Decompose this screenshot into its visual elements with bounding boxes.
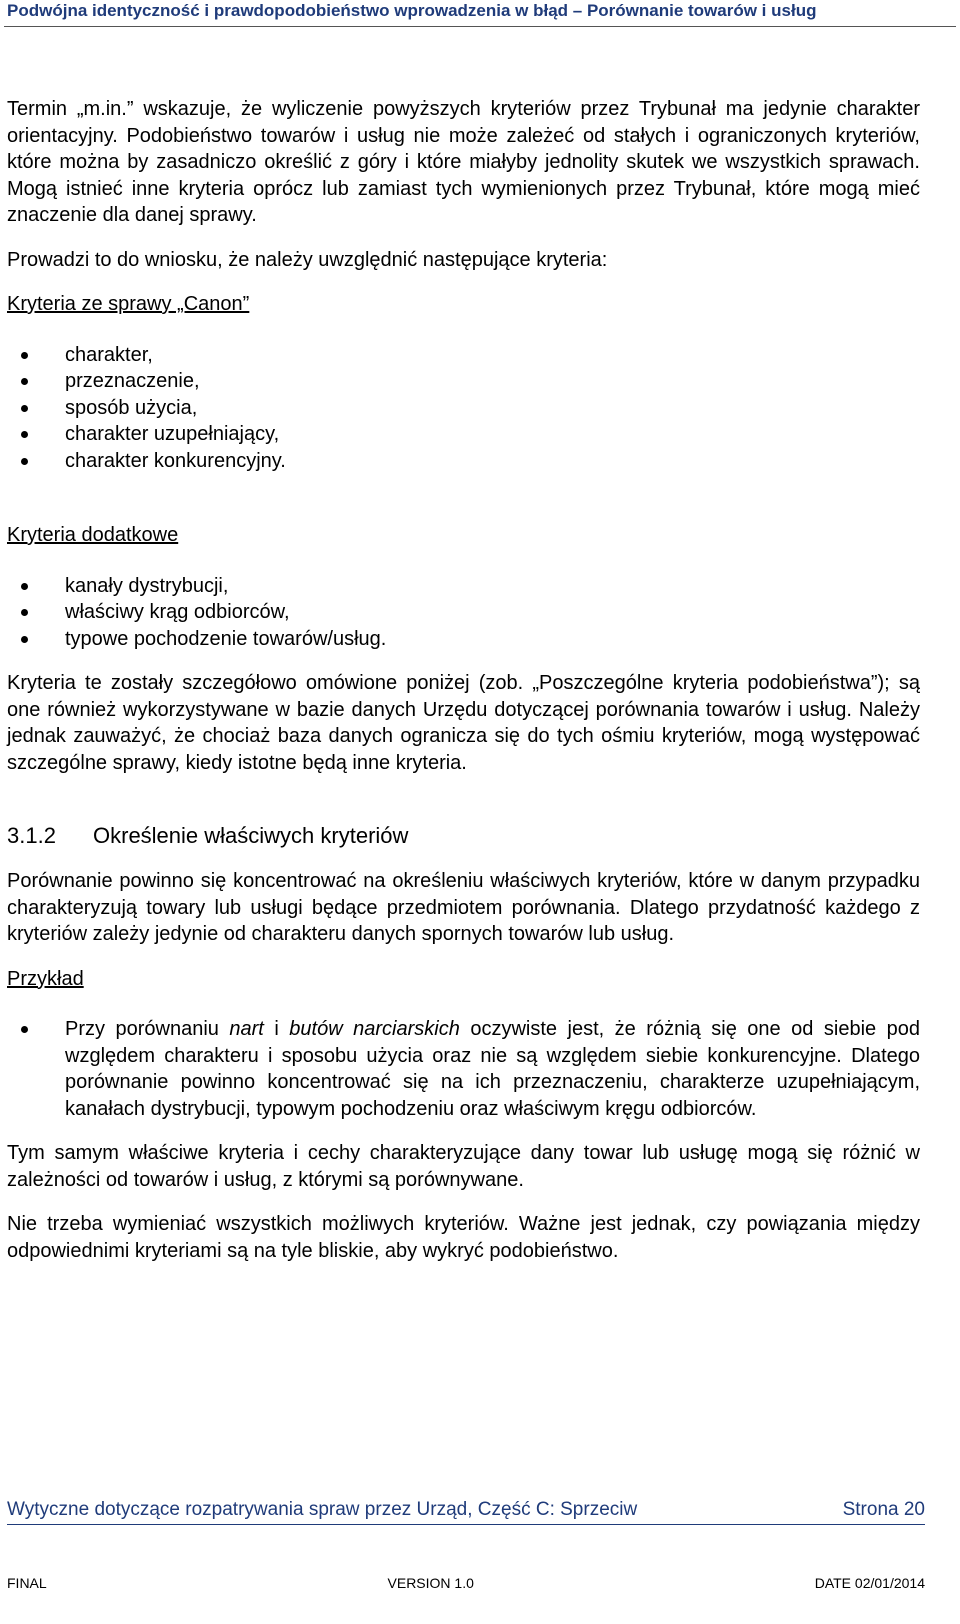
footer-document-title: Wytyczne dotyczące rozpatrywania spraw przez Urząd, Część C: Sprzeciw bbox=[7, 1499, 638, 1520]
list-item: sposób użycia, bbox=[7, 395, 920, 422]
additional-criteria-heading: Kryteria dodatkowe bbox=[7, 524, 179, 546]
list-item: charakter konkurencyjny. bbox=[7, 448, 920, 475]
header-divider bbox=[4, 26, 956, 27]
footer-version: VERSION 1.0 bbox=[387, 1575, 474, 1591]
paragraph-2: Prowadzi to do wniosku, że należy uwzględnić następujące kryteria: bbox=[7, 248, 608, 271]
example-text: Przy porównaniu bbox=[65, 1018, 230, 1040]
canon-criteria-heading: Kryteria ze sprawy „Canon” bbox=[7, 293, 250, 315]
example-list bbox=[7, 1016, 920, 1122]
paragraph-5: Tym samym właściwe kryteria i cechy charakteryzujące dany towar lub usługę mogą się różnić w zależności od towarów i usług, z którymi są porównywane. bbox=[7, 1142, 920, 1191]
example-text: i bbox=[263, 1018, 290, 1040]
section-number: 3.1.2 bbox=[7, 823, 56, 848]
list-item: charakter uzupełniający, bbox=[7, 421, 920, 448]
footer-date: DATE 02/01/2014 bbox=[814, 1575, 925, 1591]
footer-page-number: Strona 20 bbox=[842, 1499, 925, 1520]
additional-criteria-list bbox=[7, 573, 920, 653]
section-heading bbox=[7, 822, 920, 850]
list-item: właściwy krąg odbiorców, bbox=[7, 599, 920, 626]
list-item: typowe pochodzenie towarów/usług. bbox=[7, 626, 920, 653]
example-text: oczywiste jest, że różnią się one od siebie pod względem charakteru i sposobu użycia oraz nie są względem siebie konkurencyjne. Dlatego porównanie powinno koncentrować się na ich przeznaczeniu, charakterze uzupełniającym, kanałach dystrybucji, typowym pochodzeniu oraz właściwym kręgu odbiorców. bbox=[65, 1018, 921, 1120]
paragraph-1: Termin „m.in.” wskazuje, że wyliczenie powyższych kryteriów przez Trybunał ma jedynie charakter orientacyjny. Podobieństwo towarów i usług nie może zależeć od stałych i ograniczonych kryteriów, które można by zasadniczo określić z góry i które miałyby jednolity skutek we wszystkich sprawach. Mogą istnieć inne kryteria oprócz lub zamiast tych wymienionych przez Trybunał, które mogą mieć znaczenie dla danej sprawy. bbox=[7, 98, 920, 226]
example-heading: Przykład bbox=[7, 967, 84, 990]
footer-status: FINAL bbox=[7, 1575, 47, 1591]
footer-meta bbox=[7, 1575, 925, 1591]
paragraph-6: Nie trzeba wymieniać wszystkich możliwych kryteriów. Ważne jest jednak, czy powiązania między odpowiednimi kryteriami są na tyle bliskie, aby wykryć podobieństwo. bbox=[7, 1213, 920, 1262]
paragraph-4: Porównanie powinno się koncentrować na określeniu właściwych kryteriów, które w danym przypadku charakteryzują towary lub usługi będące przedmiotem porównania. Dlatego przydatność każdego z kryteriów zależy jedynie od charakteru danych spornych towarów lub usług. bbox=[7, 870, 920, 945]
example-item bbox=[7, 1016, 920, 1122]
canon-criteria-list bbox=[7, 342, 920, 475]
list-item: charakter, bbox=[7, 342, 920, 369]
section-title: Określenie właściwych kryteriów bbox=[93, 823, 409, 848]
list-item: kanały dystrybucji, bbox=[7, 573, 920, 600]
list-item: przeznaczenie, bbox=[7, 368, 920, 395]
example-term-skis: nart bbox=[229, 1018, 264, 1040]
page-content bbox=[7, 96, 920, 1264]
paragraph-3: Kryteria te zostały szczegółowo omówione poniżej (zob. „Poszczególne kryteria podobieństwa”); są one również wykorzystywane w bazie danych Urzędu dotyczącej porównania towarów i usług. Należy jednak zauważyć, że chociaż baza danych ogranicza się do tych ośmiu kryteriów, mogą występować szczególne sprawy, kiedy istotne będą inne kryteria. bbox=[7, 672, 920, 774]
running-header: Podwójna identyczność i prawdopodobieństwo wprowadzenia w błąd – Porównanie towarów i usług bbox=[7, 1, 817, 20]
example-term-ski-boots: butów narciarskich bbox=[289, 1018, 460, 1040]
page-footer bbox=[7, 1499, 925, 1525]
